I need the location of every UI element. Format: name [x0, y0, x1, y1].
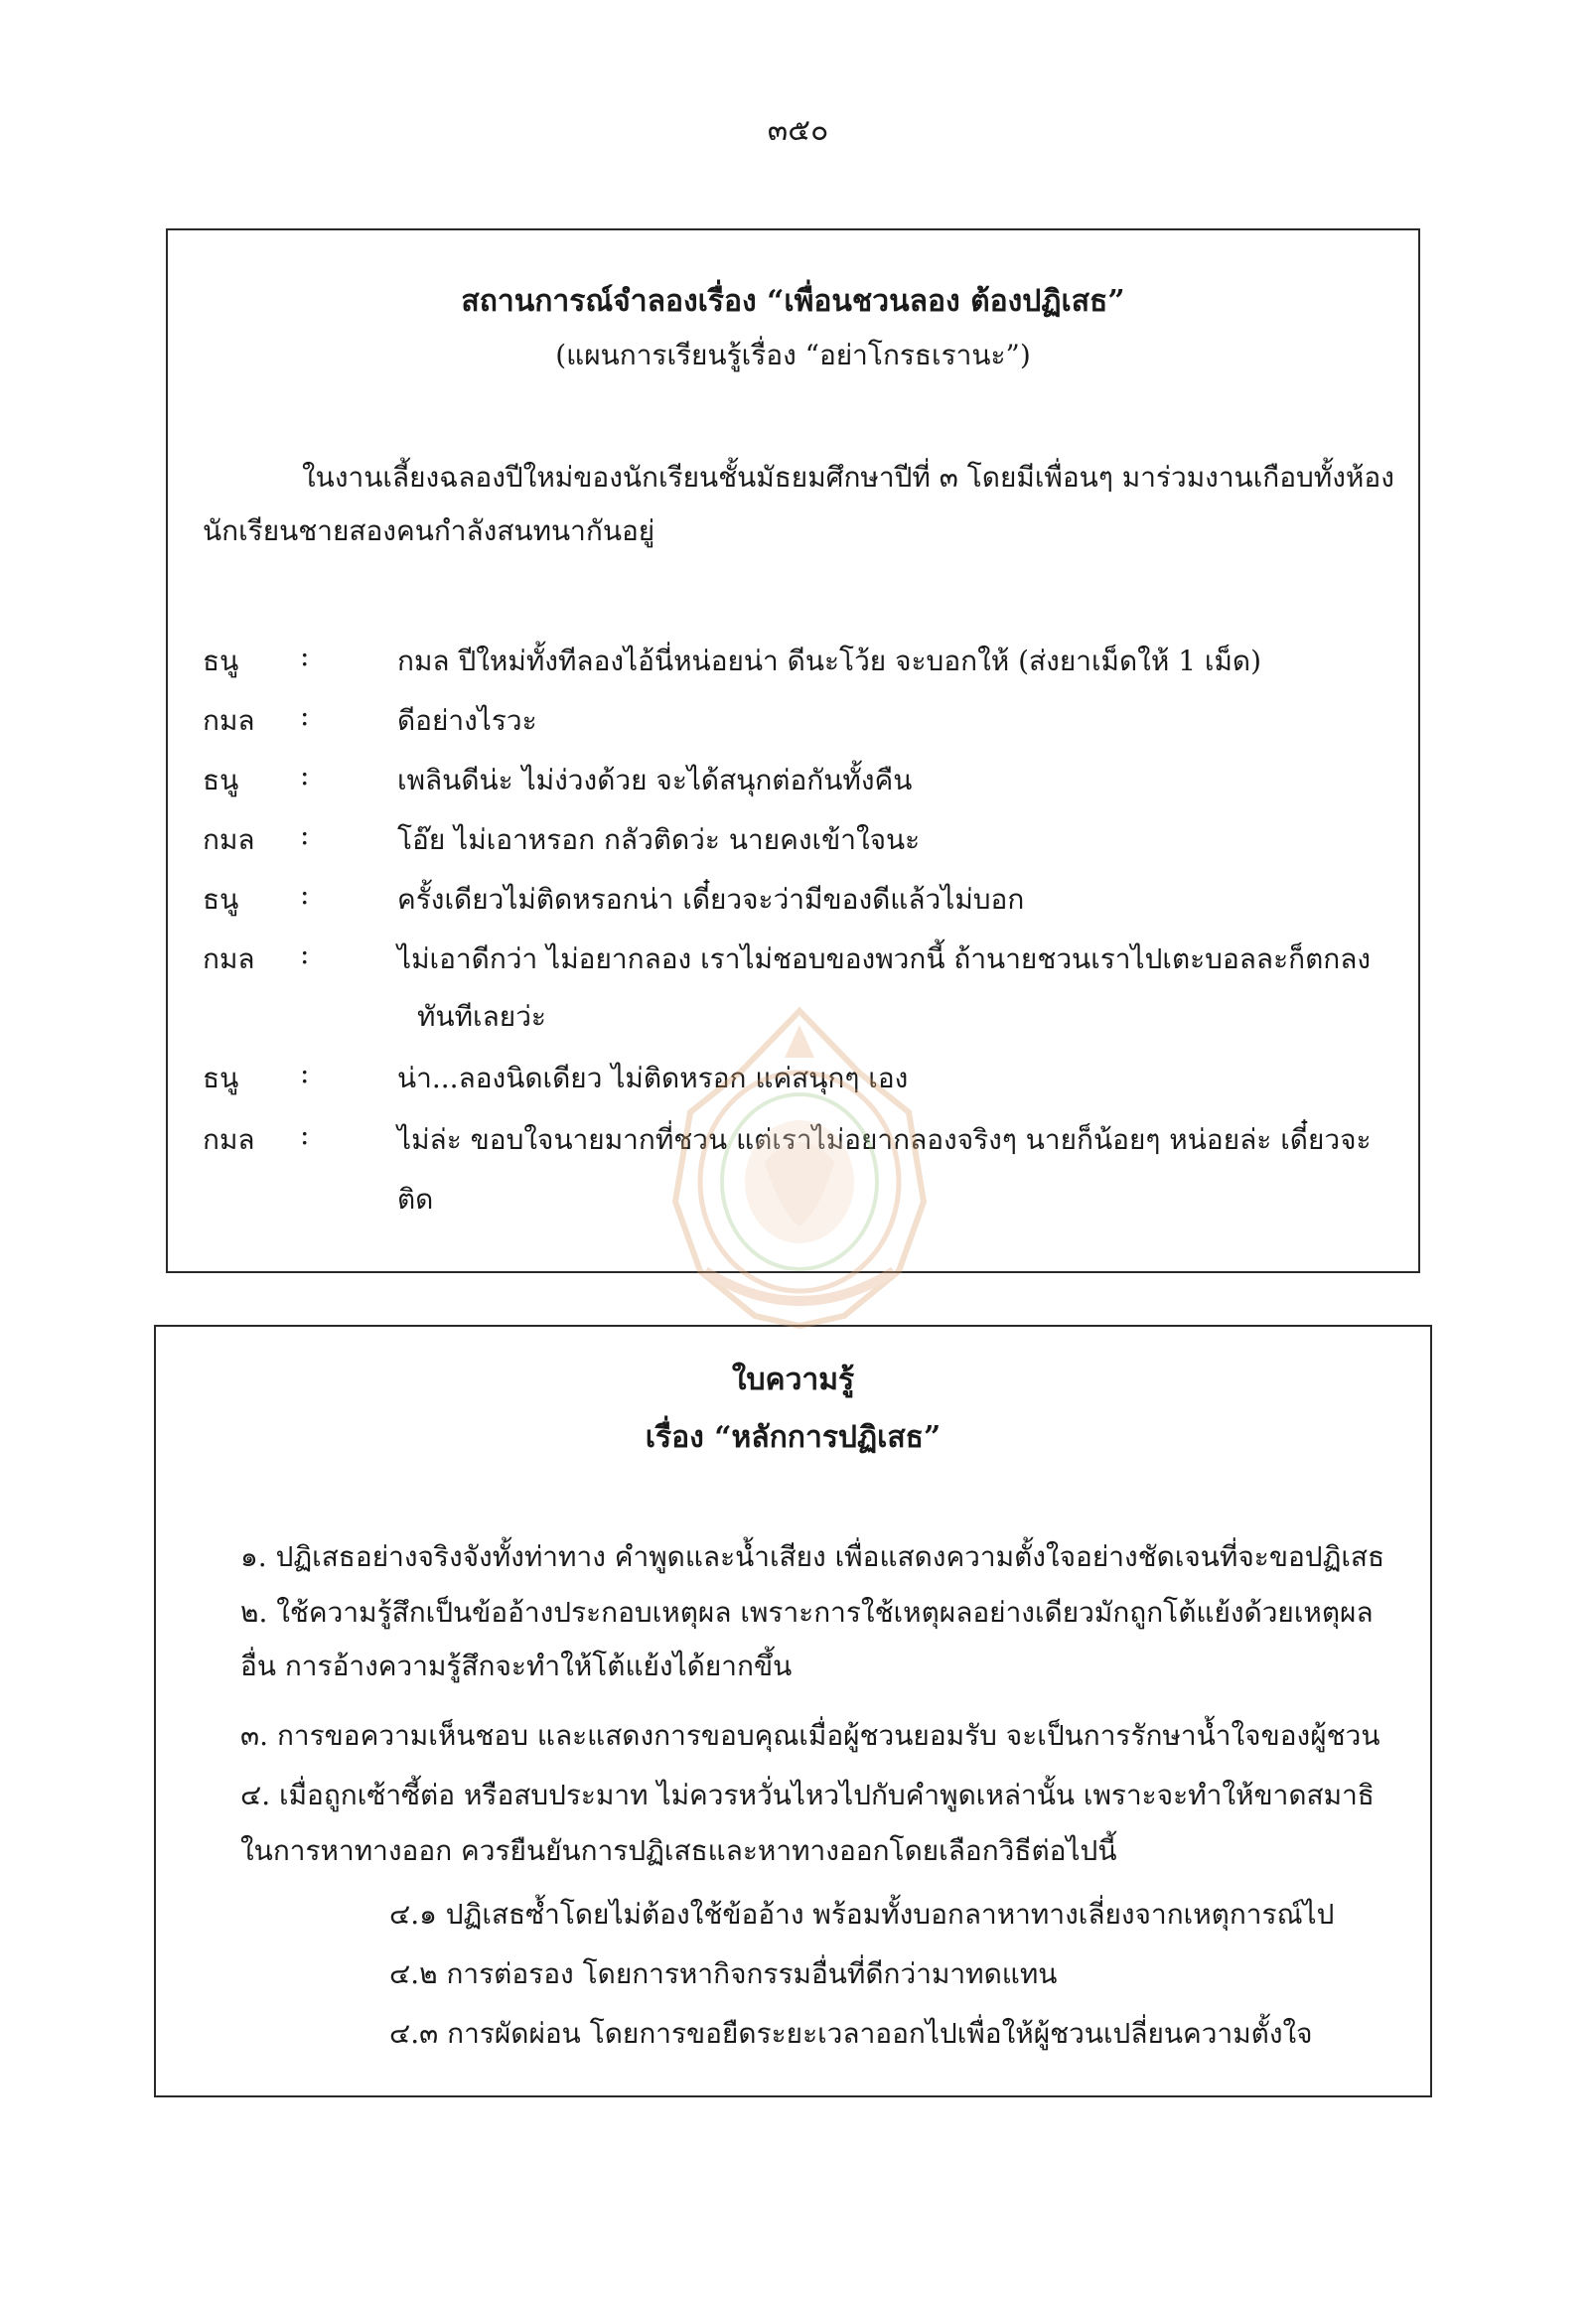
page-number: ๓๕๐ — [767, 113, 829, 148]
dialogue-colon: : — [300, 640, 310, 672]
dialogue-text: น่า...ลองนิดเดียว ไม่ติดหรอก แค่สนุกๆ เอง — [397, 1062, 909, 1094]
scenario-box — [166, 228, 1420, 1273]
dialogue-speaker: ธนู — [203, 1062, 239, 1094]
dialogue-colon: : — [300, 937, 310, 970]
knowledge-item: ๔. เมื่อถูกเซ้าซี้ต่อ หรือสบประมาท ไม่ควรหวั่นไหวไปกับคำพูดเหล่านั้น เพราะจะทำให้ขาดสมาธิ — [240, 1779, 1375, 1811]
knowledge-item-continued: อื่น การอ้างความรู้สึกจะทำให้โต้แย้งได้ยากขึ้น — [240, 1650, 793, 1682]
dialogue-speaker: กมล — [203, 704, 255, 737]
dialogue-colon: : — [300, 1057, 310, 1089]
knowledge-box — [154, 1325, 1432, 2097]
knowledge-item-continued: ในการหาทางออก ควรยืนยันการปฏิเสธและหาทางออกโดยเลือกวิธีต่อไปนี้ — [240, 1834, 1117, 1867]
knowledge-subitem: ๔.๑ ปฏิเสธซ้ำโดยไม่ต้องใช้ข้ออ้าง พร้อมทั้งบอกลาหาทางเลี่ยงจากเหตุการณ์ไป — [389, 1898, 1335, 1931]
dialogue-colon: : — [300, 759, 310, 792]
knowledge-subitem: ๔.๒ การต่อรอง โดยการหากิจกรรมอื่นที่ดีกว่ามาทดแทน — [389, 1957, 1058, 1990]
knowledge-item: ๓. การขอความเห็นชอบ และแสดงการขอบคุณเมื่อผู้ชวนยอมรับ จะเป็นการรักษาน้ำใจของผู้ชวน — [240, 1719, 1380, 1752]
dialogue-speaker: กมล — [203, 823, 255, 856]
dialogue-speaker: ธนู — [203, 883, 239, 916]
scenario-intro-line1: ในงานเลี้ยงฉลองปีใหม่ของนักเรียนชั้นมัธยมศึกษาปีที่ ๓ โดยมีเพื่อนๆ มาร่วมงานเกือบทั้งห้อง — [302, 461, 1394, 494]
knowledge-subtitle: เรื่อง “หลักการปฏิเสธ” — [645, 1420, 942, 1455]
knowledge-item: ๑. ปฏิเสธอย่างจริงจังทั้งท่าทาง คำพูดและน้ำเสียง เพื่อแสดงความตั้งใจอย่างชัดเจนที่จะขอปฏิเสธ — [240, 1540, 1385, 1573]
dialogue-colon: : — [300, 1118, 310, 1151]
dialogue-speaker: กมล — [203, 942, 255, 975]
dialogue-text: โอ๊ย ไม่เอาหรอก กลัวติดว่ะ นายคงเข้าใจนะ — [397, 823, 921, 856]
dialogue-text: เพลินดีน่ะ ไม่ง่วงด้วย จะได้สนุกต่อกันทั้งคืน — [397, 764, 913, 796]
dialogue-text: ไม่เอาดีกว่า ไม่อยากลอง เราไม่ชอบของพวกนี้ ถ้านายชวนเราไปเตะบอลละก็ตกลง — [397, 942, 1372, 975]
dialogue-text: กมล ปีใหม่ทั้งทีลองไอ้นี่หน่อยน่า ดีนะโว้ย จะบอกให้ (ส่งยาเม็ดให้ 1 เม็ด) — [397, 645, 1262, 677]
scenario-intro-line2: นักเรียนชายสองคนกำลังสนทนากันอยู่ — [203, 514, 655, 547]
dialogue-text: ดีอย่างไรวะ — [397, 704, 537, 737]
dialogue-speaker: ธนู — [203, 645, 239, 677]
dialogue-text: ไม่ล่ะ ขอบใจนายมากที่ชวน แต่เราไม่อยากลองจริงๆ นายก็น้อยๆ หน่อยล่ะ เดี๋ยวจะ — [397, 1123, 1372, 1156]
scenario-subtitle: (แผนการเรียนรู้เรื่อง “อย่าโกรธเรานะ”) — [555, 339, 1031, 371]
knowledge-subitem: ๔.๓ การผัดผ่อน โดยการขอยืดระยะเวลาออกไปเพื่อให้ผู้ชวนเปลี่ยนความตั้งใจ — [389, 2017, 1313, 2050]
dialogue-text-continued: ติด — [397, 1183, 434, 1216]
dialogue-colon: : — [300, 818, 310, 851]
dialogue-colon: : — [300, 878, 310, 911]
dialogue-speaker: กมล — [203, 1123, 255, 1156]
dialogue-text-continued: ทันทีเลยว่ะ — [417, 1000, 546, 1033]
scenario-title: สถานการณ์จำลองเรื่อง “เพื่อนชวนลอง ต้องปฏิเสธ” — [461, 284, 1125, 319]
dialogue-speaker: ธนู — [203, 764, 239, 796]
knowledge-title: ใบความรู้ — [731, 1363, 855, 1397]
dialogue-text: ครั้งเดียวไม่ติดหรอกน่า เดี๋ยวจะว่ามีของดีแล้วไม่บอก — [397, 883, 1025, 916]
dialogue-colon: : — [300, 699, 310, 732]
knowledge-item: ๒. ใช้ความรู้สึกเป็นข้ออ้างประกอบเหตุผล เพราะการใช้เหตุผลอย่างเดียวมักถูกโต้แย้งด้วยเหตุผล — [240, 1596, 1374, 1629]
